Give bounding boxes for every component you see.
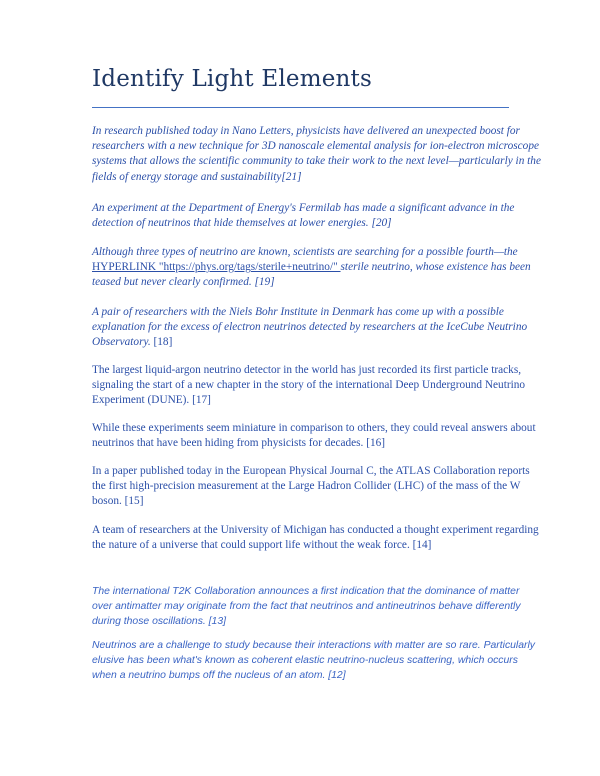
page-title: Identify Light Elements <box>92 66 373 92</box>
paragraph-16: While these experiments seem miniature in comparison to others, they could reveal answers about neutrinos that have been hiding from physicists for decades. [16] <box>92 422 536 450</box>
paragraph-20: An experiment at the Department of Energy's Fermilab has made a significant advance in the detection of neutrinos that hide themselves at lower energies. [20] <box>92 202 515 230</box>
paragraph-17: The largest liquid-argon neutrino detector in the world has just recorded its first particle tracks, signaling the start of a new chapter in the story of the international Deep Underground Neutrino Experiment (DUNE). [17] <box>92 364 526 407</box>
paragraph-18-text: A pair of researchers with the Niels Bohr Institute in Denmark has come up with a possible explanation for the excess of electron neutrinos detected by researchers at the IceCube Neutrino Observatory. <box>92 306 528 349</box>
paragraph-18 <box>92 305 542 351</box>
paragraph-13: The international T2K Collaboration announces a first indication that the dominance of matter over antimatter may originate from the fact that neutrinos and antineutrinos behave differently during those oscillations. [13] <box>92 586 521 627</box>
paragraph-15: In a paper published today in the European Physical Journal C, the ATLAS Collaboration reports the first high-precision measurement at the Large Hadron Collider (LHC) of the mass of the W boson. [15] <box>92 465 530 508</box>
paragraph-21: In research published today in Nano Letters, physicists have delivered an unexpected boost for researchers with a new technique for 3D nanoscale elemental analysis for ion-electron microscope systems that allows the scientific community to take their work to the next level—particularly in the fields of energy storage and sustainability[21] <box>92 125 541 183</box>
paragraph-19-after: sterile neutrino, whose existence has been teased but never clearly confirmed. [19] <box>92 261 531 289</box>
paragraph-18-ref: [18] <box>150 336 173 349</box>
paragraph-14: A team of researchers at the University of Michigan has conducted a thought experiment regarding the nature of a universe that could support life without the weak force. [14] <box>92 524 539 552</box>
paragraph-12: Neutrinos are a challenge to study because their interactions with matter are so rare. Particularly elusive has been what's known as coherent elastic neutrino-nucleus scattering, which occurs when a neutrino bumps off the nucleus of an atom. [12] <box>92 640 535 681</box>
hyperlink-sterile-neutrino[interactable]: HYPERLINK "https://phys.org/tags/sterile+neutrino/" <box>92 261 341 274</box>
paragraph-19-before: Although three types of neutrino are known, scientists are searching for a possible fourth—the <box>92 246 518 258</box>
title-divider <box>92 107 509 108</box>
paragraph-19 <box>92 245 542 291</box>
